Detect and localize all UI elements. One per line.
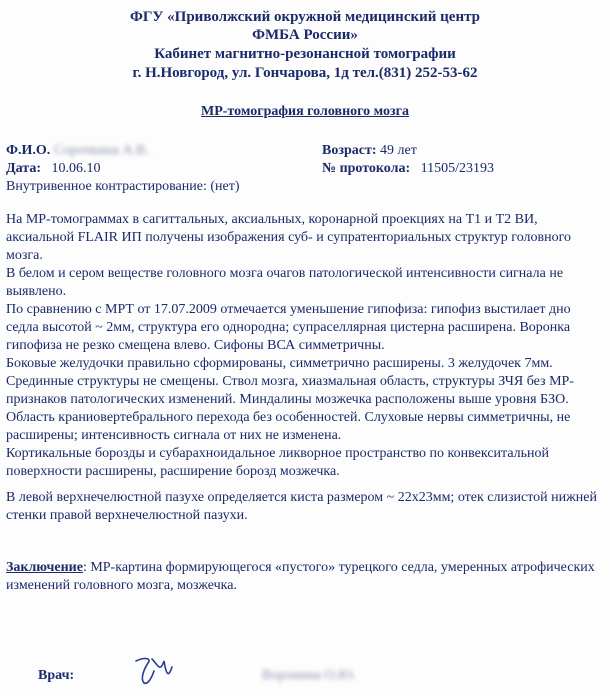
paragraph-2: В белом и сером веществе головного мозга очагов патологической интенсивности сигнала не выявлено. — [6, 266, 564, 299]
header-line-1: ФГУ «Приволжский окружной медицинский центр — [129, 9, 480, 25]
paragraph-5: Кортикальные борозды и субарахноидальное ликворное пространство по конвекситальной поверхности расширены, расширение борозд мозжечка. — [6, 446, 550, 479]
age-value: 49 лет — [380, 143, 417, 158]
age-row — [322, 142, 417, 159]
date-row — [6, 160, 100, 177]
date-value: 10.06.10 — [51, 161, 101, 176]
date-label: Дата: — [6, 161, 41, 176]
header-line-2: ФМБА России» — [252, 27, 358, 43]
paragraph-1: На МР-томограммах в сагиттальных, аксиальных, коронарной проекциях на Т1 и Т2 ВИ, аксиальной FLAIR ИП получены изображения суб- и супратенториальных структур головного мозга. — [6, 212, 571, 263]
protocol-row — [322, 160, 494, 177]
doctor-label: Врач: — [38, 668, 75, 683]
conclusion-text: : МР-картина формирующегося «пустого» турецкого седла, умеренных атрофических изменений головного мозга, мозжечка. — [6, 560, 595, 593]
document-title: МР-томография головного мозга — [201, 104, 409, 119]
paragraph-4: Боковые желудочки правильно сформированы, симметрично расширены. 3 желудочек 7мм. Срединные структуры не смещены. Ствол мозга, хиазмальная область, структуры ЗЧЯ без МР-признаков патологических изменений. Миндалины мозжечка расположены выше уровня БЗО. Область краниовертебрального перехода без особенностей. Слуховые нервы симметричны, не расширены; интенсивность сигнала от них не изменена. — [6, 356, 574, 443]
protocol-label: № протокола: — [322, 161, 411, 176]
protocol-value: 11505/23193 — [420, 161, 495, 176]
report-body — [6, 211, 602, 481]
header-line-4: г. Н.Новгород, ул. Гончарова, 1д тел.(831) 252-53-62 — [132, 65, 478, 81]
age-label: Возраст: — [322, 143, 377, 158]
sinus-paragraph: В левой верхнечелюстной пазухе определяется киста размером ~ 22х23мм; отек слизистой нижней стенки правой верхнечелюстной пазухи. — [6, 490, 597, 523]
conclusion-label: Заключение — [6, 560, 83, 575]
fio-value: Сорочкина А.В. — [53, 143, 149, 158]
fio-label: Ф.И.О. — [6, 143, 51, 158]
fio-row — [6, 142, 149, 159]
header-line-3: Кабинет магнитно-резонансной томографии — [154, 46, 456, 62]
paragraph-3: По сравнению с МРТ от 17.07.2009 отмечается уменьшение гипофиза: гипофиз выстилает дно седла высотой ~ 2мм, структура его однородна; супраселлярная цистерна расширена. Воронка гипофиза не резко смещена влево. Сифоны ВСА симметричны. — [6, 302, 571, 353]
contrast-line: Внутривенное контрастирование: (нет) — [6, 179, 240, 194]
signature-mark — [130, 653, 176, 689]
doctor-name: Воронина О.Ю. — [262, 668, 357, 683]
conclusion — [6, 559, 602, 595]
